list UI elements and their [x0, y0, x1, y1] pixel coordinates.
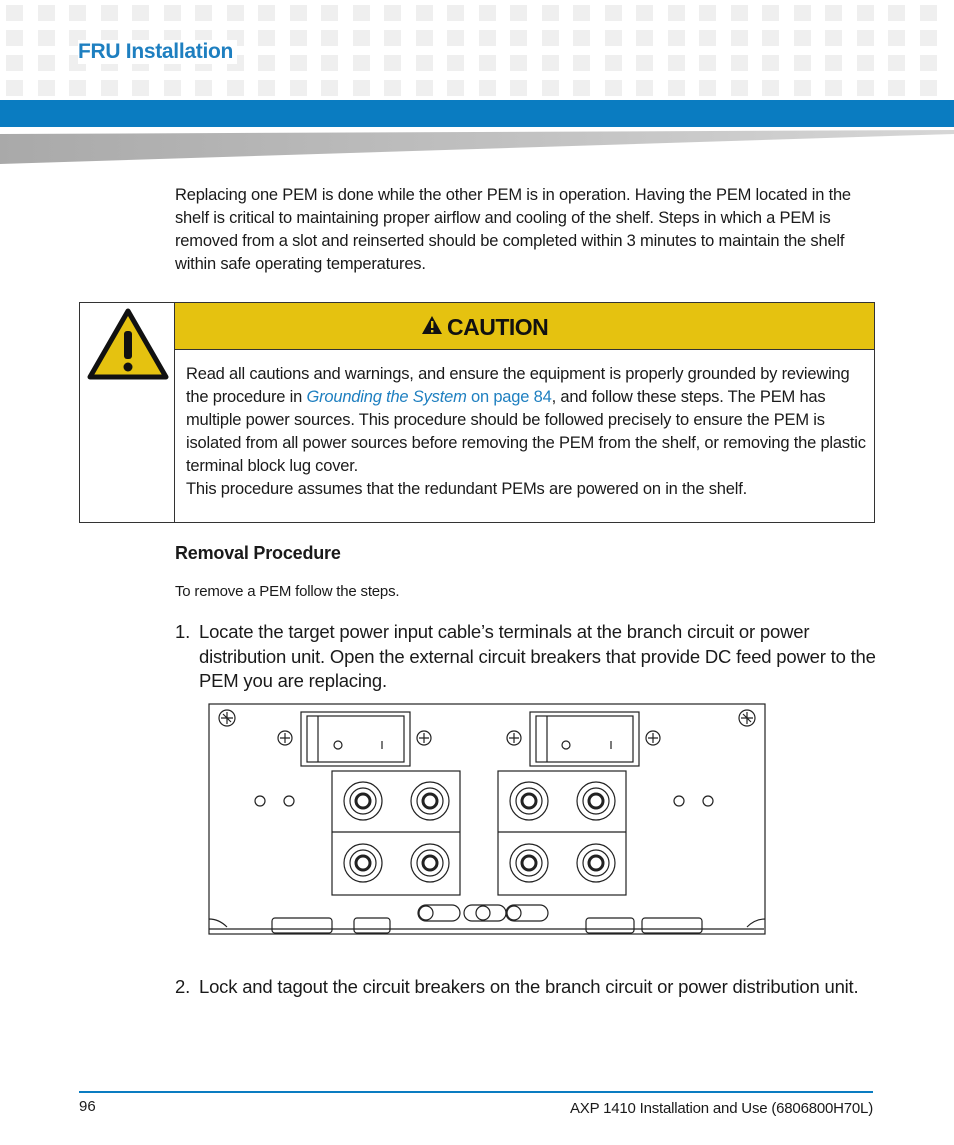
header-pattern-tile — [573, 55, 590, 71]
header-pattern-tile — [38, 30, 55, 46]
header-pattern-tile — [573, 80, 590, 96]
step-text: Locate the target power input cable’s terminals at the branch circuit or power distribution unit. Open the external circuit breakers that provide DC feed power to the PEM you are replacing. — [199, 621, 876, 691]
header-pattern-tile — [605, 30, 622, 46]
header-pattern-tile — [857, 80, 874, 96]
header-pattern-tile — [888, 55, 905, 71]
caution-box — [79, 302, 875, 523]
header-pattern-tile — [384, 55, 401, 71]
header-pattern-tile — [636, 55, 653, 71]
header-pattern-tile — [353, 55, 370, 71]
header-pattern-tile — [101, 80, 118, 96]
header-pattern-tile — [195, 5, 212, 21]
header-pattern-tile — [825, 30, 842, 46]
header-pattern-tile — [510, 30, 527, 46]
header-pattern-tile — [510, 80, 527, 96]
header-pattern-tile — [479, 55, 496, 71]
header-pattern-tile — [762, 55, 779, 71]
page-number: 96 — [79, 1098, 96, 1115]
header-pattern-tile — [447, 5, 464, 21]
header-pattern-tile — [542, 55, 559, 71]
header-pattern-tile — [668, 80, 685, 96]
header-pattern-tile — [447, 30, 464, 46]
step-number: 2. — [175, 976, 191, 997]
header-pattern-tile — [416, 55, 433, 71]
header-pattern-tile — [605, 5, 622, 21]
header-pattern-tile — [479, 80, 496, 96]
header-pattern-tile — [416, 30, 433, 46]
header-pattern-tile — [920, 55, 937, 71]
header-pattern-tile — [888, 80, 905, 96]
header-pattern-tile — [69, 80, 86, 96]
header-pattern-tile — [38, 55, 55, 71]
header-pattern-tile — [762, 80, 779, 96]
header-pattern-tile — [542, 80, 559, 96]
pem-front-panel-figure — [208, 703, 768, 939]
caution-text-part2: , and follow these steps. The PEM has multiple power sources. This procedure should be followed precisely to ensure the PEM is isolated from all power sources before removing the PEM from the shelf, or removing the plastic terminal block lug cover. — [186, 388, 866, 475]
header-pattern-tile — [290, 30, 307, 46]
header-pattern-tile — [888, 5, 905, 21]
header-pattern-tile — [573, 30, 590, 46]
header-pattern-tile — [227, 5, 244, 21]
header-pattern-tile — [605, 55, 622, 71]
header-pattern-tile — [825, 80, 842, 96]
caution-text — [186, 363, 866, 501]
header-pattern-tile — [164, 80, 181, 96]
header-pattern-tile — [6, 30, 23, 46]
header-pattern-tile — [920, 5, 937, 21]
header-pattern-tile — [6, 5, 23, 21]
caution-icon-cell — [80, 303, 175, 522]
header-pattern-tile — [258, 30, 275, 46]
header-pattern-tile — [38, 5, 55, 21]
header-pattern-tile — [258, 5, 275, 21]
document-title: AXP 1410 Installation and Use (6806800H70L) — [569, 1100, 873, 1117]
header-pattern-tile — [668, 5, 685, 21]
header-pattern-tile — [384, 30, 401, 46]
header-pattern-tile — [321, 80, 338, 96]
header-pattern-tile — [353, 30, 370, 46]
header-pattern-tile — [164, 5, 181, 21]
header-pattern-tile — [69, 5, 86, 21]
intro-paragraph: Replacing one PEM is done while the other PEM is in operation. Having the PEM located in the shelf is critical to maintaining proper airflow and cooling of the shelf. Steps in which a PEM is removed from a slot and reinserted should be completed within 3 minutes to maintain the shelf within safe operating temperatures. — [175, 186, 851, 273]
header-pattern-tile — [258, 55, 275, 71]
header-pattern-tile — [384, 80, 401, 96]
header-pattern-tile — [542, 30, 559, 46]
header-pattern-tile — [794, 55, 811, 71]
removal-procedure-heading: Removal Procedure — [175, 543, 341, 563]
header-pattern-tile — [668, 55, 685, 71]
grounding-link-page[interactable]: on page 84 — [466, 388, 552, 406]
header-pattern-tile — [731, 80, 748, 96]
header-pattern-tile — [920, 80, 937, 96]
header-pattern-tile — [794, 30, 811, 46]
header-pattern-tile — [479, 30, 496, 46]
header-pattern-tile — [416, 80, 433, 96]
warning-small-icon — [421, 315, 443, 335]
step-text: Lock and tagout the circuit breakers on the branch circuit or power distribution unit. — [199, 976, 859, 997]
header-pattern-tile — [731, 30, 748, 46]
header-pattern-tile — [636, 80, 653, 96]
header-pattern-tile — [321, 5, 338, 21]
header-pattern-tile — [762, 5, 779, 21]
step-number: 1. — [175, 621, 191, 642]
header-pattern-tile — [510, 55, 527, 71]
caution-text-part3: This procedure assumes that the redundant PEMs are powered on in the shelf. — [186, 480, 747, 498]
header-pattern-tile — [920, 30, 937, 46]
header-pattern-tile — [857, 30, 874, 46]
header-pattern-tile — [353, 5, 370, 21]
header-pattern-tile — [6, 80, 23, 96]
header-pattern-tile — [258, 80, 275, 96]
header-pattern-tile — [195, 80, 212, 96]
header-pattern-tile — [38, 80, 55, 96]
warning-triangle-icon — [86, 307, 170, 381]
header-pattern-tile — [227, 80, 244, 96]
header-pattern-tile — [699, 5, 716, 21]
screw-icon — [219, 710, 755, 745]
header-pattern-tile — [321, 55, 338, 71]
header-pattern-tile — [699, 30, 716, 46]
header-pattern-tile — [384, 5, 401, 21]
header-pattern-tile — [668, 30, 685, 46]
header-pattern-tile — [888, 30, 905, 46]
header-pattern-tile — [510, 5, 527, 21]
header-pattern-tile — [636, 5, 653, 21]
header-pattern-tile — [101, 5, 118, 21]
caution-text-part1: Read all cautions and warnings, and ensure the equipment is properly grounded by reviewing the procedure in — [186, 365, 850, 406]
header-pattern-tile — [636, 30, 653, 46]
section-title: FRU Installation — [78, 40, 237, 64]
procedure-intro: To remove a PEM follow the steps. — [175, 583, 400, 600]
header-pattern-tile — [6, 55, 23, 71]
header-pattern-tile — [794, 80, 811, 96]
header-pattern-tile — [731, 55, 748, 71]
header-pattern-tile — [479, 5, 496, 21]
header-pattern-tile — [762, 30, 779, 46]
header-pattern-tile — [132, 80, 149, 96]
caution-heading: CAUTION — [447, 314, 549, 340]
header-pattern-tile — [794, 5, 811, 21]
header-pattern-tile — [132, 5, 149, 21]
footer-rule — [79, 1091, 873, 1093]
header-pattern-tile — [447, 80, 464, 96]
header-pattern-tile — [699, 55, 716, 71]
header-pattern-tile — [605, 80, 622, 96]
header-pattern-tile — [699, 80, 716, 96]
header-blue-bar — [0, 100, 954, 127]
caution-header — [175, 303, 874, 350]
header-pattern-tile — [290, 5, 307, 21]
header-pattern-tile — [857, 5, 874, 21]
header-pattern-tile — [290, 80, 307, 96]
header-pattern-tile — [573, 5, 590, 21]
header-pattern-tile — [447, 55, 464, 71]
header-pattern-tile — [731, 5, 748, 21]
header-pattern-tile — [353, 80, 370, 96]
header-pattern-tile — [321, 30, 338, 46]
header-pattern-tile — [825, 5, 842, 21]
grounding-link-title[interactable]: Grounding the System — [306, 388, 467, 406]
header-pattern-tile — [542, 5, 559, 21]
header-pattern-tile — [857, 55, 874, 71]
header-pattern-tile — [416, 5, 433, 21]
header-pattern-tile — [290, 55, 307, 71]
header-pattern-tile — [825, 55, 842, 71]
header-grey-wedge — [0, 130, 954, 164]
